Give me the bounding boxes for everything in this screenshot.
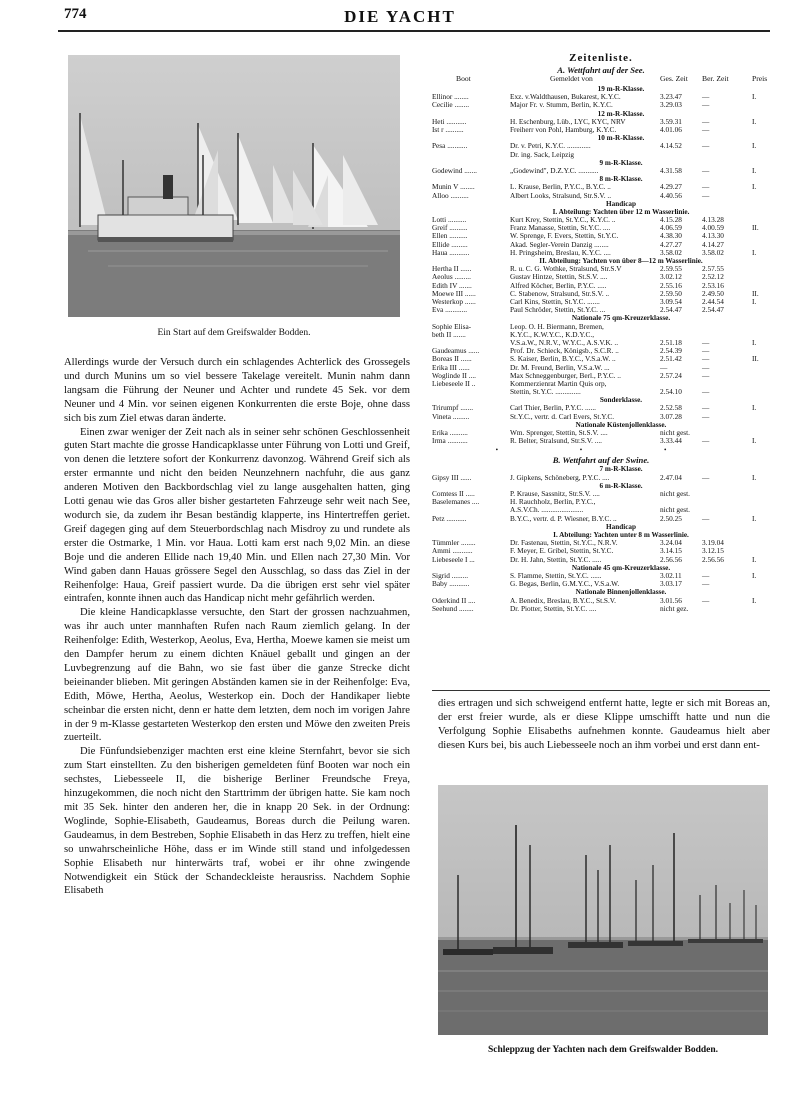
cell-ber: 3.58.02 — [702, 247, 724, 257]
class-heading: Sonderklasse. — [599, 396, 643, 405]
cell-owner: Dr. Piotter, Stettin, St.Y.C. .... — [510, 603, 597, 613]
cell-boat: Ellinor ........ — [432, 92, 469, 102]
cell-preis: I. — [752, 595, 757, 605]
table-row — [432, 474, 770, 482]
table-bottom-rule — [432, 690, 770, 691]
cell-boat: Greif .......... — [432, 223, 468, 233]
class-heading: 8 m-R-Klasse. — [599, 175, 643, 184]
cell-time: 4.29.27 — [660, 182, 682, 192]
cell-boat: Ist r .......... — [432, 124, 464, 134]
cell-owner: S. Flamme, Stettin, St.Y.C. ...... — [510, 570, 602, 580]
table-row — [432, 126, 770, 134]
column-header-boat: Boot — [456, 74, 471, 83]
cell-boat: Baselemanes .... — [432, 497, 480, 507]
table-row — [432, 413, 770, 421]
cell-ber: — — [702, 403, 710, 413]
cell-boat: Munin V ........ — [432, 182, 475, 192]
cell-owner: Major Fr. v. Stumm, Berlin, K.Y.C. — [510, 100, 613, 110]
cell-ber: — — [702, 92, 710, 102]
table-row — [432, 515, 770, 523]
cell-owner: H. Pringsheim, Breslau, K.Y.C. .... — [510, 247, 611, 257]
table-row — [432, 556, 770, 564]
table-row — [432, 167, 770, 175]
cell-preis: I. — [752, 297, 757, 306]
cell-owner: H. Rauchholz, Berlin, P.Y.C., — [510, 497, 596, 507]
cell-preis: II. — [752, 223, 759, 233]
cell-time: 3.59.31 — [660, 116, 682, 126]
cell-owner: W. Sprenge, F. Evers, Stettin, St.Y.C. — [510, 231, 619, 241]
cell-owner: Carl Kins, Stettin, St.Y.C. ....... — [510, 297, 600, 306]
cell-ber: — — [702, 436, 710, 446]
cell-boat: Seehund ........ — [432, 603, 474, 613]
cell-boat: Erika III ...... — [432, 362, 470, 372]
cell-owner: S. Kaiser, Berlin, B.Y.C., V.S.a.W. .. — [510, 354, 616, 364]
cell-owner: Dr. v. Petri, K.Y.C. ............. — [510, 141, 591, 151]
cell-ber: — — [702, 387, 710, 397]
cell-ber: 2.57.55 — [702, 264, 724, 274]
cell-boat: Gipsy III ...... — [432, 472, 472, 482]
cell-owner: B.Y.C., vertr. d. P. Wiesner, B.Y.C. .. — [510, 513, 617, 523]
cell-boat: Godewind ....... — [432, 165, 477, 175]
column-header-ber: Ber. Zeit — [702, 74, 729, 83]
cell-time: nicht gest. — [660, 505, 690, 515]
cell-time: 2.55.16 — [660, 280, 682, 290]
cell-owner: F. Meyer, E. Gribel, Stettin, St.Y.C. — [510, 546, 614, 556]
cell-owner: Dr. Fastenau, Stettin, St.Y.C., N.R.V. — [510, 538, 618, 548]
results-table — [432, 52, 770, 613]
table-row — [432, 580, 770, 588]
class-heading: 12 m-R-Klasse. — [597, 109, 645, 118]
cell-ber: — — [702, 570, 710, 580]
cell-ber: — — [702, 141, 710, 151]
cell-ber: — — [702, 116, 710, 126]
cell-ber: — — [702, 362, 710, 372]
cell-boat: beth II ....... — [432, 329, 466, 339]
cell-time: nicht gest. — [660, 428, 690, 438]
column-header-preis: Preis — [752, 74, 768, 83]
cell-boat: Woglinde II .... — [432, 370, 476, 380]
article-body — [64, 356, 410, 898]
cell-owner: V.S.a.W., N.R.V., W.Y.C., A.S.V.K. .. — [510, 337, 619, 347]
cell-owner: C. Stabenow, Stralsund, Str.S.V. .. — [510, 288, 610, 298]
cell-owner: Kommerzienrat Martin Quis orp, — [510, 378, 607, 388]
photo-towing-yachts — [438, 785, 768, 1035]
cell-preis: I. — [752, 513, 757, 523]
cell-ber: — — [702, 370, 710, 380]
cell-owner: Freiherr von Pohl, Hamburg, K.Y.C. — [510, 124, 617, 134]
cell-owner: St.Y.C., vertr. d. Carl Evers, St.Y.C. — [510, 411, 615, 421]
cell-boat: Gaudeamus ...... — [432, 346, 480, 356]
cell-owner: Wm. Sprenger, Stettin, St.S.V. .... — [510, 428, 608, 438]
cell-owner: Gustav Hintze, Stettin, St.S.V. .... — [510, 272, 608, 282]
cell-boat: Liebeseele II .. — [432, 378, 476, 388]
cell-boat: Heti ........... — [432, 116, 467, 126]
cell-time: 3.07.28 — [660, 411, 682, 421]
cell-owner: Max Schneggenburger, Berl., P.Y.C. .. — [510, 370, 621, 380]
cell-boat: Sigrid ......... — [432, 570, 469, 580]
class-heading: I. Abteilung: Yachten über 12 m Wasserlinie. — [552, 207, 690, 216]
cell-preis: I. — [752, 337, 757, 347]
cell-boat: Baby ........... — [432, 579, 470, 589]
cell-boat: Tümmler ........ — [432, 538, 476, 548]
cell-time: 4.01.06 — [660, 124, 682, 134]
table-row — [432, 142, 770, 150]
cell-ber: 4.13.30 — [702, 231, 724, 241]
cell-time: 2.56.56 — [660, 554, 682, 564]
cell-preis: I. — [752, 165, 757, 175]
photo-start-greifswalder-bodden — [68, 55, 400, 317]
cell-boat: Liebeseele I ... — [432, 554, 475, 564]
cell-preis: I. — [752, 570, 757, 580]
cell-preis: I. — [752, 554, 757, 564]
cell-time: 2.54.39 — [660, 346, 682, 356]
cell-time: 4.40.56 — [660, 190, 682, 200]
cell-owner: Alfred Köcher, Berlin, P.Y.C. ..... — [510, 280, 607, 290]
cell-ber: 2.53.16 — [702, 280, 724, 290]
cell-owner: J. Gipkens, Schöneberg, P.Y.C. .... — [510, 472, 610, 482]
table-column-header — [432, 75, 770, 85]
cell-preis: I. — [752, 436, 757, 446]
table-row — [432, 437, 770, 445]
table-row — [432, 498, 770, 506]
class-heading: 19 m-R-Klasse. — [597, 85, 645, 93]
cell-ber: 2.54.47 — [702, 305, 724, 315]
cell-boat: Haua ........... — [432, 247, 470, 257]
cell-time: 4.14.52 — [660, 141, 682, 151]
cell-owner: Akad. Segler-Verein Danzig ........ — [510, 239, 609, 249]
cell-boat: Vineta ......... — [432, 411, 470, 421]
cell-ber: — — [702, 182, 710, 192]
cell-ber: 2.52.12 — [702, 272, 724, 282]
cell-boat: Petz ........... — [432, 513, 467, 523]
class-heading: 6 m-R-Klasse. — [599, 481, 643, 490]
cell-owner: „Godewind", D.Z.Y.C. ........... — [510, 165, 599, 175]
race-heading: B. Wettfahrt auf der Swine. — [552, 455, 650, 466]
class-heading: Handicap — [606, 522, 636, 531]
cell-ber: 4.13.28 — [702, 215, 724, 225]
table-row — [432, 192, 770, 200]
cell-owner: R. Belter, Stralsund, Str.S.V. .... — [510, 436, 603, 446]
cell-ber: 2.44.54 — [702, 297, 724, 306]
cell-owner: P. Krause, Sassnitz, Str.S.V. .... — [510, 489, 600, 499]
cell-boat: Moewe III ...... — [432, 288, 476, 298]
cell-preis: I. — [752, 403, 757, 413]
cell-owner: Paul Schröder, Stettin, St.Y.C. ... — [510, 305, 606, 315]
cell-boat: Edith IV ....... — [432, 280, 472, 290]
cell-boat: Hertha II ...... — [432, 264, 472, 274]
class-heading: 10 m-R-Klasse. — [597, 134, 645, 143]
cell-boat: Trirumpf ....... — [432, 403, 474, 413]
class-heading: Handicap — [606, 199, 636, 208]
cell-ber: — — [702, 337, 710, 347]
body-paragraph: Einen zwar weniger der Zeit nach als in seiner sehr schönen Geschlossenheit guten Start machte die grosse Handicapklasse unter Führung von Lotti und Greif, von denen die letztere sofort der Konkurrenz davonzog. Während Greif sich als erster ermannte und nicht den beiden Neunzehnern nachfuhr, die aus ganz anderen Motiven den Backbordschlag viel zu lange ausgehalten hatten, ging Lotti genau wie das Gros aller bisher gestarteten Fahrzeuge sehr weit nach See, wodurch sie, da zudem ihr Besan beständig klapperte, ins Hintertreffen geriet. Greif dagegen ging auf dem Steuerbordschlag nach Misdroy zu und rundete als erster die Ostmarke, 1 Min. vor Haua. Lotti kam erst nach 9,02 Min. an diese Boje und die anderen Ellide nach 19,40 Min. und Ellen nach 27,30 Min. Vor Wind gaben dann Hauas grössere Segel den Ausschlag, so dass das Ziel in der Reihenfolge: Haua, Greif passiert wurde. Da die übrigen erst sehr viel später eintrafen, konnte ihnen auch das Handicap nicht mehr gefährlich werden. — [64, 426, 410, 605]
cell-ber: 4.14.27 — [702, 239, 724, 249]
cell-ber: 2.56.56 — [702, 554, 724, 564]
cell-time: 3.29.03 — [660, 100, 682, 110]
cell-boat: Cecilie ........ — [432, 100, 470, 110]
cell-time: — — [660, 362, 668, 372]
cell-preis: II. — [752, 354, 759, 364]
table-row — [432, 490, 770, 498]
cell-time: 3.33.44 — [660, 436, 682, 446]
cell-time: 3.58.02 — [660, 247, 682, 257]
class-heading: I. Abteilung: Yachten unter 8 m Wasserlinie. — [553, 530, 689, 539]
cell-owner: Exz. v.Waldthausen, Bukarest, K.Y.C. — [510, 92, 621, 102]
cell-boat: Lotti .......... — [432, 215, 467, 225]
caption-top-photo: Ein Start auf dem Greifswalder Bodden. — [157, 328, 311, 338]
cell-boat: Pesa ........... — [432, 141, 468, 151]
page-title: DIE YACHT — [344, 7, 456, 26]
article-continuation — [438, 697, 770, 753]
cell-preis: I. — [752, 141, 757, 151]
cell-time: 3.14.15 — [660, 546, 682, 556]
cell-ber: 3.19.04 — [702, 538, 724, 548]
table-row — [432, 101, 770, 109]
cell-time: 2.54.10 — [660, 387, 682, 397]
caption-bottom-photo: Schleppzug der Yachten nach dem Greifswalder Bodden. — [487, 1045, 719, 1055]
cell-preis: I. — [752, 472, 757, 482]
table-title: Zeitenliste. — [569, 52, 633, 64]
cell-preis: I. — [752, 182, 757, 192]
cell-owner: Leop. O. H. Biermann, Bremen, — [510, 321, 604, 331]
cell-owner: Franz Manasse, Stettin, St.Y.C. .... — [510, 223, 611, 233]
table-row — [432, 249, 770, 257]
cell-time: 4.15.28 — [660, 215, 682, 225]
cell-boat: Oderkind II .... — [432, 595, 476, 605]
cell-ber: 3.12.15 — [702, 546, 724, 556]
class-heading: 9 m-R-Klasse. — [599, 158, 643, 167]
cell-preis: I. — [752, 92, 757, 102]
cell-time: 2.54.47 — [660, 305, 682, 315]
cell-owner: R. u. C. G. Wothke, Stralsund, Str.S.V — [510, 264, 622, 274]
cell-owner: H. Eschenburg, Lüb., LYC, KYC, NRV — [510, 116, 626, 126]
class-heading: 7 m-R-Klasse. — [599, 465, 643, 474]
cell-owner: A. Benedix, Breslau, B.Y.C., St.S.V. — [510, 595, 616, 605]
cell-boat: Ellen .......... — [432, 231, 468, 241]
cell-boat: Eva ............ — [432, 305, 468, 315]
body-paragraph: Die Fünfundsiebenziger machten erst eine kleine Sternfahrt, bevor sie sich zum Start einstellten. Zu den bisherigen gemeldeten fünf Booten war noch ein sechstes, Liebesseele II, die bisherige Berliner Freundsche Freya, hinzugekommen, die noch nicht den Starttrimm der übrigen hatte. Sie kam noch mit 35 Sek. hinter den anderen her, die in knapp 20 Sek. in der Ordnung: Woglinde, Sophie-Elisabeth, Gaudeamus, Boreas durch die Peilung waren. Gaudeamus, in dem Bestreben, Sophie Elisabeth in das Herz zu treffen, hielt eine so unwahrscheinliche Höhe, dass er im Winde still stand und infolgedessen Sophie Elisabeth nur hinterwärts traf, wobei er ihr ohne zwingende Notwendigkeit ein Stück der Schandeckleiste herausriss. Nachdem Sophie Elisabeth — [64, 746, 410, 897]
cell-preis: I. — [752, 247, 757, 257]
cell-owner: Carl Thier, Berlin, P.Y.C. ...... — [510, 403, 596, 413]
cell-time: 2.59.55 — [660, 264, 682, 274]
cell-owner: Prof. Dr. Schieck, Königsb., S.C.R. .. — [510, 346, 619, 356]
section-separator: • • • — [495, 446, 707, 455]
class-heading: II. Abteilung: Yachten von über 8—12 m Wasserlinie. — [539, 257, 703, 266]
cell-boat: Boreas II ...... — [432, 354, 472, 364]
cell-owner: L. Krause, Berlin, P.Y.C., B.Y.C. .. — [510, 182, 611, 192]
cell-boat: Sophie Elisa- — [432, 321, 472, 331]
class-heading: Nationale 75 qm-Kreuzerklasse. — [571, 314, 671, 323]
cell-time: nicht gest. — [660, 489, 690, 499]
cell-ber: 4.00.59 — [702, 223, 724, 233]
cell-preis: I. — [752, 116, 757, 126]
cell-boat: Erika .......... — [432, 428, 468, 438]
cell-boat: Aeolus ......... — [432, 272, 471, 282]
cell-boat: Westerkop ...... — [432, 297, 476, 306]
cell-time: 4.06.59 — [660, 223, 682, 233]
cell-owner: Kurt Krey, Stettin, St.Y.C., K.Y.C. .. — [510, 215, 616, 225]
cell-owner: G. Begas, Berlin, G.M.Y.C., V.S.a.W. — [510, 579, 620, 589]
cell-time: 2.47.04 — [660, 472, 682, 482]
cell-time: 3.09.54 — [660, 297, 682, 306]
cell-ber: — — [702, 472, 710, 482]
table-row — [432, 388, 770, 396]
cell-ber: 2.49.50 — [702, 288, 724, 298]
cell-time: 4.38.30 — [660, 231, 682, 241]
cell-time: 2.51.42 — [660, 354, 682, 364]
cell-boat: Irma ........... — [432, 436, 468, 446]
cell-ber: — — [702, 100, 710, 110]
class-heading: Nationale Binnenjollenklasse. — [575, 588, 667, 597]
cell-boat: Comtess II ..... — [432, 489, 475, 499]
cell-time: 2.52.58 — [660, 403, 682, 413]
cell-ber: — — [702, 346, 710, 356]
table-row — [432, 380, 770, 388]
cell-owner: Dr. H. Jahn, Stettin, St.Y.C. ..... — [510, 554, 602, 564]
cell-ber: — — [702, 411, 710, 421]
cell-time: 2.57.24 — [660, 370, 682, 380]
cell-time: nicht gez. — [660, 603, 689, 613]
cell-owner: A.S.V.Ch. ....................... — [510, 505, 584, 515]
race-heading: A. Wettfahrt auf der See. — [557, 65, 645, 75]
cell-boat: Alloo .......... — [432, 190, 469, 200]
table-row — [432, 306, 770, 314]
cell-owner: K.Y.C., K.W.Y.C., K.D.Y.C., — [510, 329, 595, 339]
cell-boat: Ammi ........... — [432, 546, 473, 556]
cell-owner: Dr. ing. Sack, Leipzig — [510, 149, 575, 159]
cell-time: 2.50.25 — [660, 513, 682, 523]
cell-time: 3.01.56 — [660, 595, 682, 605]
body-paragraph: Allerdings wurde der Versuch durch ein schlagendes Achterlick des Grossegels und durch Munins um so viel bessere Takelage vereitelt. Munin nahm dann langsam die Führung der Neuner und Achter und rundete 45 Sek. vor dem Neuner und 4 Min. vor seinen eigenen Konkurrenten die erste Boje, ohne dass sich bis zum Ziel etwas daran änderte. — [64, 357, 410, 424]
cell-owner: Dr. M. Freund, Berlin, V.S.a.W. ... — [510, 362, 610, 372]
cell-owner: Stettin, St.Y.C. .............. — [510, 387, 581, 397]
table-row — [432, 151, 770, 159]
cell-ber: — — [702, 124, 710, 134]
cell-ber: — — [702, 579, 710, 589]
cell-ber: — — [702, 354, 710, 364]
cell-time: 3.23.47 — [660, 92, 682, 102]
cell-time: 3.02.12 — [660, 272, 682, 282]
header-rule — [58, 30, 770, 32]
column-header-owner: Gemeldet von — [550, 74, 593, 83]
cell-time: 4.31.58 — [660, 165, 682, 175]
cell-time: 4.27.27 — [660, 239, 682, 249]
cell-preis: II. — [752, 288, 759, 298]
continuation-paragraph: dies ertragen und sich schweigend entfernt hatte, legte er sich mit Boreas an, der erst freier wurde, als er diese Klippe umschifft hatte und nun die Verfolgung Sophie Elisabeths aufnehmen konnte. Gaudeamus hielt aber diesen Kurs bei, bis auch Liebesseele noch an ihm vorbei und erst dann ent- — [438, 698, 770, 751]
page-number: 774 — [64, 6, 87, 22]
cell-boat: Ellide ......... — [432, 239, 468, 249]
table-row — [432, 323, 770, 331]
cell-owner: Albert Looks, Stralsund, Str.S.V. .. — [510, 190, 612, 200]
cell-time: 2.51.18 — [660, 337, 682, 347]
table-row — [432, 597, 770, 605]
cell-ber: — — [702, 595, 710, 605]
class-heading: Nationale 45 qm-Kreuzerklasse. — [571, 563, 671, 572]
column-header-time: Ges. Zeit — [660, 74, 688, 83]
table-row — [432, 605, 770, 613]
cell-ber: — — [702, 165, 710, 175]
cell-time: 3.02.11 — [660, 570, 682, 580]
cell-time: 3.03.17 — [660, 579, 682, 589]
cell-time: 2.59.50 — [660, 288, 682, 298]
class-heading: Nationale Küstenjollenklasse. — [575, 420, 667, 429]
cell-time: 3.24.04 — [660, 538, 682, 548]
body-paragraph: Die kleine Handicapklasse versuchte, den Start der grossen nachzuahmen, was ihr auch unter mannhaften Rufen nach Raum ziemlich gelang. In der Reihenfolge: Edith, Westerkop, Aeolus, Eva, Hertha, Moewe kamen sie meist um den Dampfer herum zu einem dichten Knäuel geballt und gingen an der Luvbegrenzung auf die Bahn, wo sie fast über die ganze Strecke dicht beieinander blieben. Mit geringen Abständen kamen sie in der Reihenfolge: Eva, Edith, Möwe, Hertha, Aeolus, Westerkop ein. Doch der Handikaper liebte scheinbar die ersten nicht, denn er hatte dem letzten, dem noch im vorigen Jahre in der 9 m-Klasse gestarteten Westerkop den ersten und Möwe den zweiten Preis zuerteilt. — [64, 607, 410, 744]
cell-ber: — — [702, 513, 710, 523]
cell-ber: — — [702, 190, 710, 200]
